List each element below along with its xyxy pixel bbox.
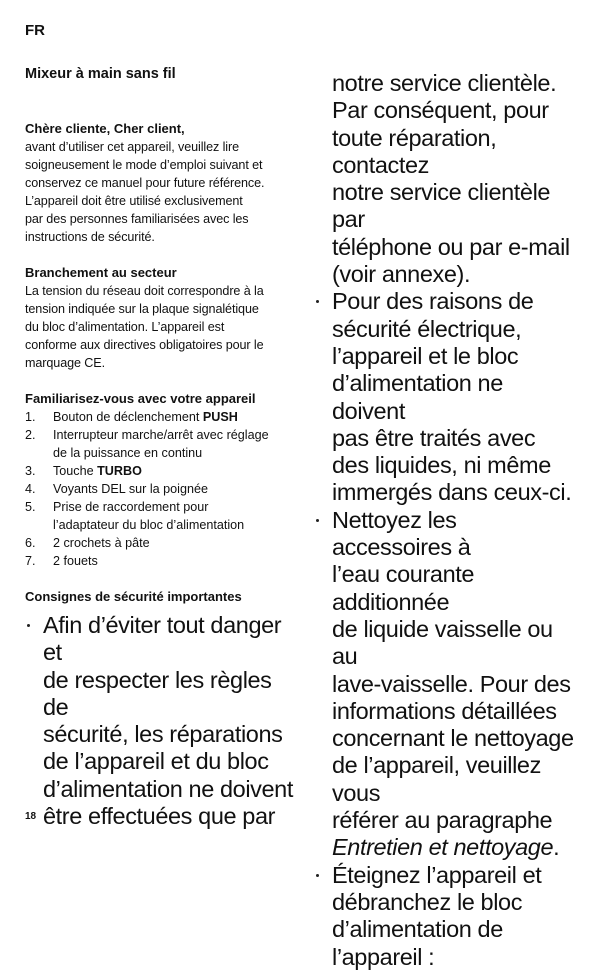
safety-list-continued [314, 288, 576, 970]
list-item: Éteignez l’appareil et débranchez le bloc d’alimentation de l’appareil : [314, 862, 576, 971]
parts-list [25, 408, 293, 570]
intro-heading: Chère cliente, Cher client, [25, 121, 185, 136]
text-line: du bloc d’alimentation. L’appareil est [25, 320, 225, 334]
language-code: FR [25, 22, 45, 39]
list-item: Pour des raisons de sécurité électrique, l’appareil et le bloc d’alimentation ne doivent pas être traités avec des liquides, ni même immergés dans ceux-ci. [314, 288, 576, 506]
list-item: 4. Voyants DEL sur la poignée [25, 482, 208, 496]
list-item: 5. Prise de raccordement pour l’adaptateur du bloc d’alimentation [25, 500, 245, 532]
parts-heading: Familiarisez-vous avec votre appareil [25, 391, 256, 406]
text-line: instructions de sécurité. [25, 230, 155, 244]
text-line: par des personnes familiarisées avec les [25, 212, 249, 226]
left-column [25, 66, 293, 830]
bullet-icon [316, 874, 319, 877]
text-line: conforme aux directives obligatoires pour le [25, 338, 264, 352]
bullet-icon [316, 519, 319, 522]
intro-paragraph [25, 138, 293, 246]
text-line: L’appareil doit être utilisé exclusivement [25, 194, 243, 208]
safety-list [25, 612, 293, 830]
list-item: 1. Bouton de déclenchement PUSH [25, 410, 238, 424]
bullet-continuation: notre service clientèle. Par conséquent, pour toute réparation, contactez notre service clientèle par téléphone ou par e-mail (voir annexe). [332, 70, 570, 288]
text-line: tension indiquée sur la plaque signalétique [25, 302, 259, 316]
text-line: La tension du réseau doit correspondre à la [25, 284, 264, 298]
text-line: soigneusement le mode d’emploi suivant et [25, 158, 263, 172]
bullet-icon [316, 300, 319, 303]
list-item: Nettoyez les accessoires à l’eau courante additionnée de liquide vaisselle ou au lave-vaisselle. Pour des informations détaillées concernant le nettoyage de l’appareil, veuillez vous référer au paragraphe Entretien et nettoyage. [314, 507, 576, 862]
list-item: Afin d’éviter tout danger et de respecter les règles de sécurité, les réparations de l’appareil et du bloc d’alimentation ne doivent être effectuées que par [25, 612, 293, 830]
document-title: Mixeur à main sans fil [25, 66, 176, 82]
bullet-icon [27, 624, 30, 627]
text-line: conservez ce manuel pour future référence. [25, 176, 265, 190]
list-item: 2. Interrupteur marche/arrêt avec réglage de la puissance en continu [25, 428, 269, 460]
page-number: 18 [25, 811, 37, 822]
power-paragraph [25, 282, 293, 372]
safety-heading: Consignes de sécurité importantes [25, 589, 242, 604]
power-heading: Branchement au secteur [25, 265, 177, 280]
right-column [314, 70, 576, 971]
list-item: 7. 2 fouets [25, 554, 98, 568]
italic-reference: Entretien et nettoyage [332, 834, 554, 861]
list-item: 3. Touche TURBO [25, 464, 142, 478]
text-line: marquage CE. [25, 356, 106, 370]
list-item: 6. 2 crochets à pâte [25, 536, 150, 550]
text-line: avant d’utiliser cet appareil, veuillez lire [25, 140, 239, 154]
